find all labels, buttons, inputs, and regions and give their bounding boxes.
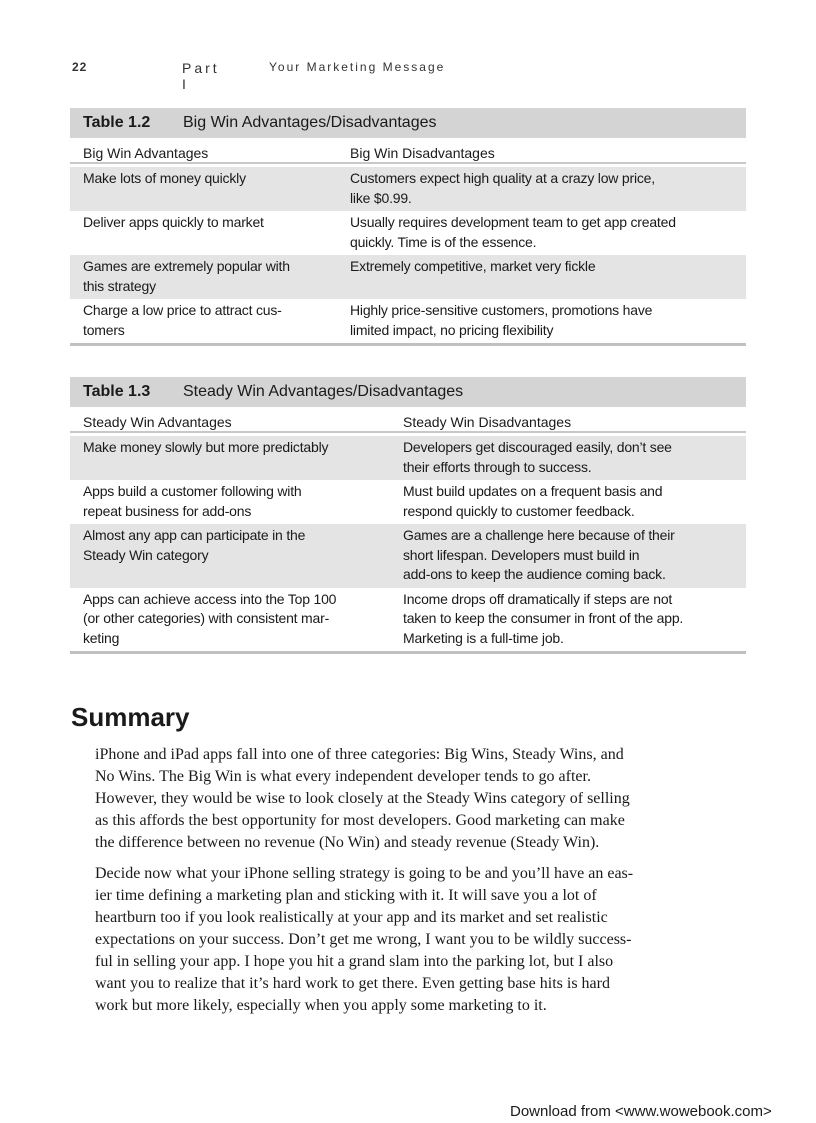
table-row [70, 524, 746, 588]
cell-line: this strategy [83, 277, 156, 294]
paragraph-line: expectations on your success. Don’t get me wrong, I want you to be wildly success- [95, 931, 632, 948]
cell-line: Customers expect high quality at a crazy low price, [350, 170, 655, 186]
column-header: Steady Win Advantages [83, 414, 232, 430]
advantage-cell [83, 526, 403, 585]
table-number: Table 1.3 [83, 383, 151, 400]
paragraph-line: However, they would be wise to look closely at the Steady Wins category of selling [95, 790, 630, 807]
disadvantage-cell [403, 482, 662, 521]
paragraph-line: as this affords the best opportunity for most developers. Good marketing can make [95, 812, 625, 829]
summary-paragraph [95, 863, 633, 1017]
disadvantage-cell [403, 438, 672, 477]
disadvantage-cell [403, 590, 683, 649]
cell-line: Steady Win category [83, 546, 209, 563]
advantage-cell [83, 257, 350, 296]
cell-line: Marketing is a full-time job. [403, 629, 564, 646]
paragraph-line: Decide now what your iPhone selling strategy is going to be and you’ll have an eas- [95, 865, 634, 882]
cell-line: Must build updates on a frequent basis and [403, 483, 663, 499]
advantage-cell [83, 438, 403, 477]
table-title-bar [70, 108, 746, 138]
cell-line: (or other categories) with consistent mar- [83, 610, 330, 626]
column-header: Big Win Disadvantages [350, 145, 495, 161]
table-title: Big Win Advantages/Disadvantages [183, 114, 437, 131]
cell-line: quickly. Time is of the essence. [350, 233, 537, 250]
table-number: Table 1.2 [83, 114, 151, 131]
column-header: Steady Win Disadvantages [403, 414, 572, 430]
paragraph-line: No Wins. The Big Win is what every independent developer tends to go after. [95, 768, 591, 785]
cell-line: like $0.99. [350, 189, 412, 206]
cell-line: Usually requires development team to get app created [350, 214, 676, 230]
cell-line: short lifespan. Developers must build in [403, 546, 640, 563]
paragraph-line: want you to realize that it’s hard work to get there. Even getting base hits is hard [95, 975, 610, 992]
page-number: 22 [72, 60, 88, 74]
table-row [70, 588, 746, 655]
table-1-2 [70, 108, 746, 346]
paragraph-line: heartburn too if you look realistically at your app and its market and set realistic [95, 909, 608, 926]
table-row [70, 211, 746, 255]
disadvantage-cell [403, 526, 675, 585]
disadvantage-cell [350, 213, 676, 252]
cell-line: Make lots of money quickly [83, 170, 246, 186]
download-source-footer: Download from <www.wowebook.com> [510, 1103, 772, 1120]
table-1-3 [70, 377, 746, 654]
cell-line: Deliver apps quickly to market [83, 214, 264, 230]
cell-line: respond quickly to customer feedback. [403, 502, 635, 519]
table-row [70, 299, 746, 346]
cell-line: limited impact, no pricing flexibility [350, 321, 554, 338]
summary-heading: Summary [71, 702, 190, 732]
table-row [70, 436, 746, 480]
disadvantage-cell [350, 257, 595, 296]
cell-line: Almost any app can participate in the [83, 527, 306, 543]
table-title: Steady Win Advantages/Disadvantages [183, 383, 464, 400]
summary-paragraph [95, 744, 630, 854]
cell-line: Highly price-sensitive customers, promotions have [350, 302, 653, 318]
column-header: Big Win Advantages [83, 145, 209, 161]
paragraph-line: ful in selling your app. I hope you hit a grand slam into the parking lot, but I also [95, 953, 614, 970]
advantage-cell [83, 213, 350, 252]
part-label: Part I [182, 60, 220, 92]
cell-line: Extremely competitive, market very fickle [350, 258, 596, 274]
table-title-bar [70, 377, 746, 407]
disadvantage-cell [350, 301, 652, 340]
table-header-row [70, 138, 746, 164]
cell-line: Games are a challenge here because of their [403, 527, 675, 543]
cell-line: taken to keep the consumer in front of the app. [403, 610, 684, 626]
paragraph-line: work but more likely, especially when you apply some marketing to it. [95, 997, 547, 1014]
cell-line: Apps can achieve access into the Top 100 [83, 590, 337, 607]
cell-line: Games are extremely popular with [83, 258, 290, 274]
table-header-row [70, 407, 746, 433]
cell-line: Developers get discouraged easily, don’t see [403, 439, 672, 455]
paragraph-line: ier time defining a marketing plan and sticking with it. It will save you a lot of [95, 887, 597, 904]
cell-line: tomers [83, 321, 125, 338]
advantage-cell [83, 169, 350, 208]
advantage-cell [83, 482, 403, 521]
table-row [70, 255, 746, 299]
table-row [70, 480, 746, 524]
paragraph-line: iPhone and iPad apps fall into one of three categories: Big Wins, Steady Wins, and [95, 746, 624, 763]
cell-line: keting [83, 629, 120, 646]
chapter-title: Your Marketing Message [269, 60, 446, 74]
cell-line: Apps build a customer following with [83, 483, 302, 499]
cell-line: Charge a low price to attract cus- [83, 302, 282, 318]
advantage-cell [83, 301, 350, 340]
table-row [70, 167, 746, 211]
cell-line: Make money slowly but more predictably [83, 439, 329, 455]
advantage-cell [83, 590, 403, 649]
cell-line: Income drops off dramatically if steps are not [403, 590, 673, 607]
disadvantage-cell [350, 169, 655, 208]
cell-line: their efforts through to success. [403, 458, 592, 475]
paragraph-line: the difference between no revenue (No Win) and steady revenue (Steady Win). [95, 834, 600, 851]
cell-line: repeat business for add-ons [83, 502, 252, 519]
cell-line: add-ons to keep the audience coming back. [403, 566, 666, 582]
